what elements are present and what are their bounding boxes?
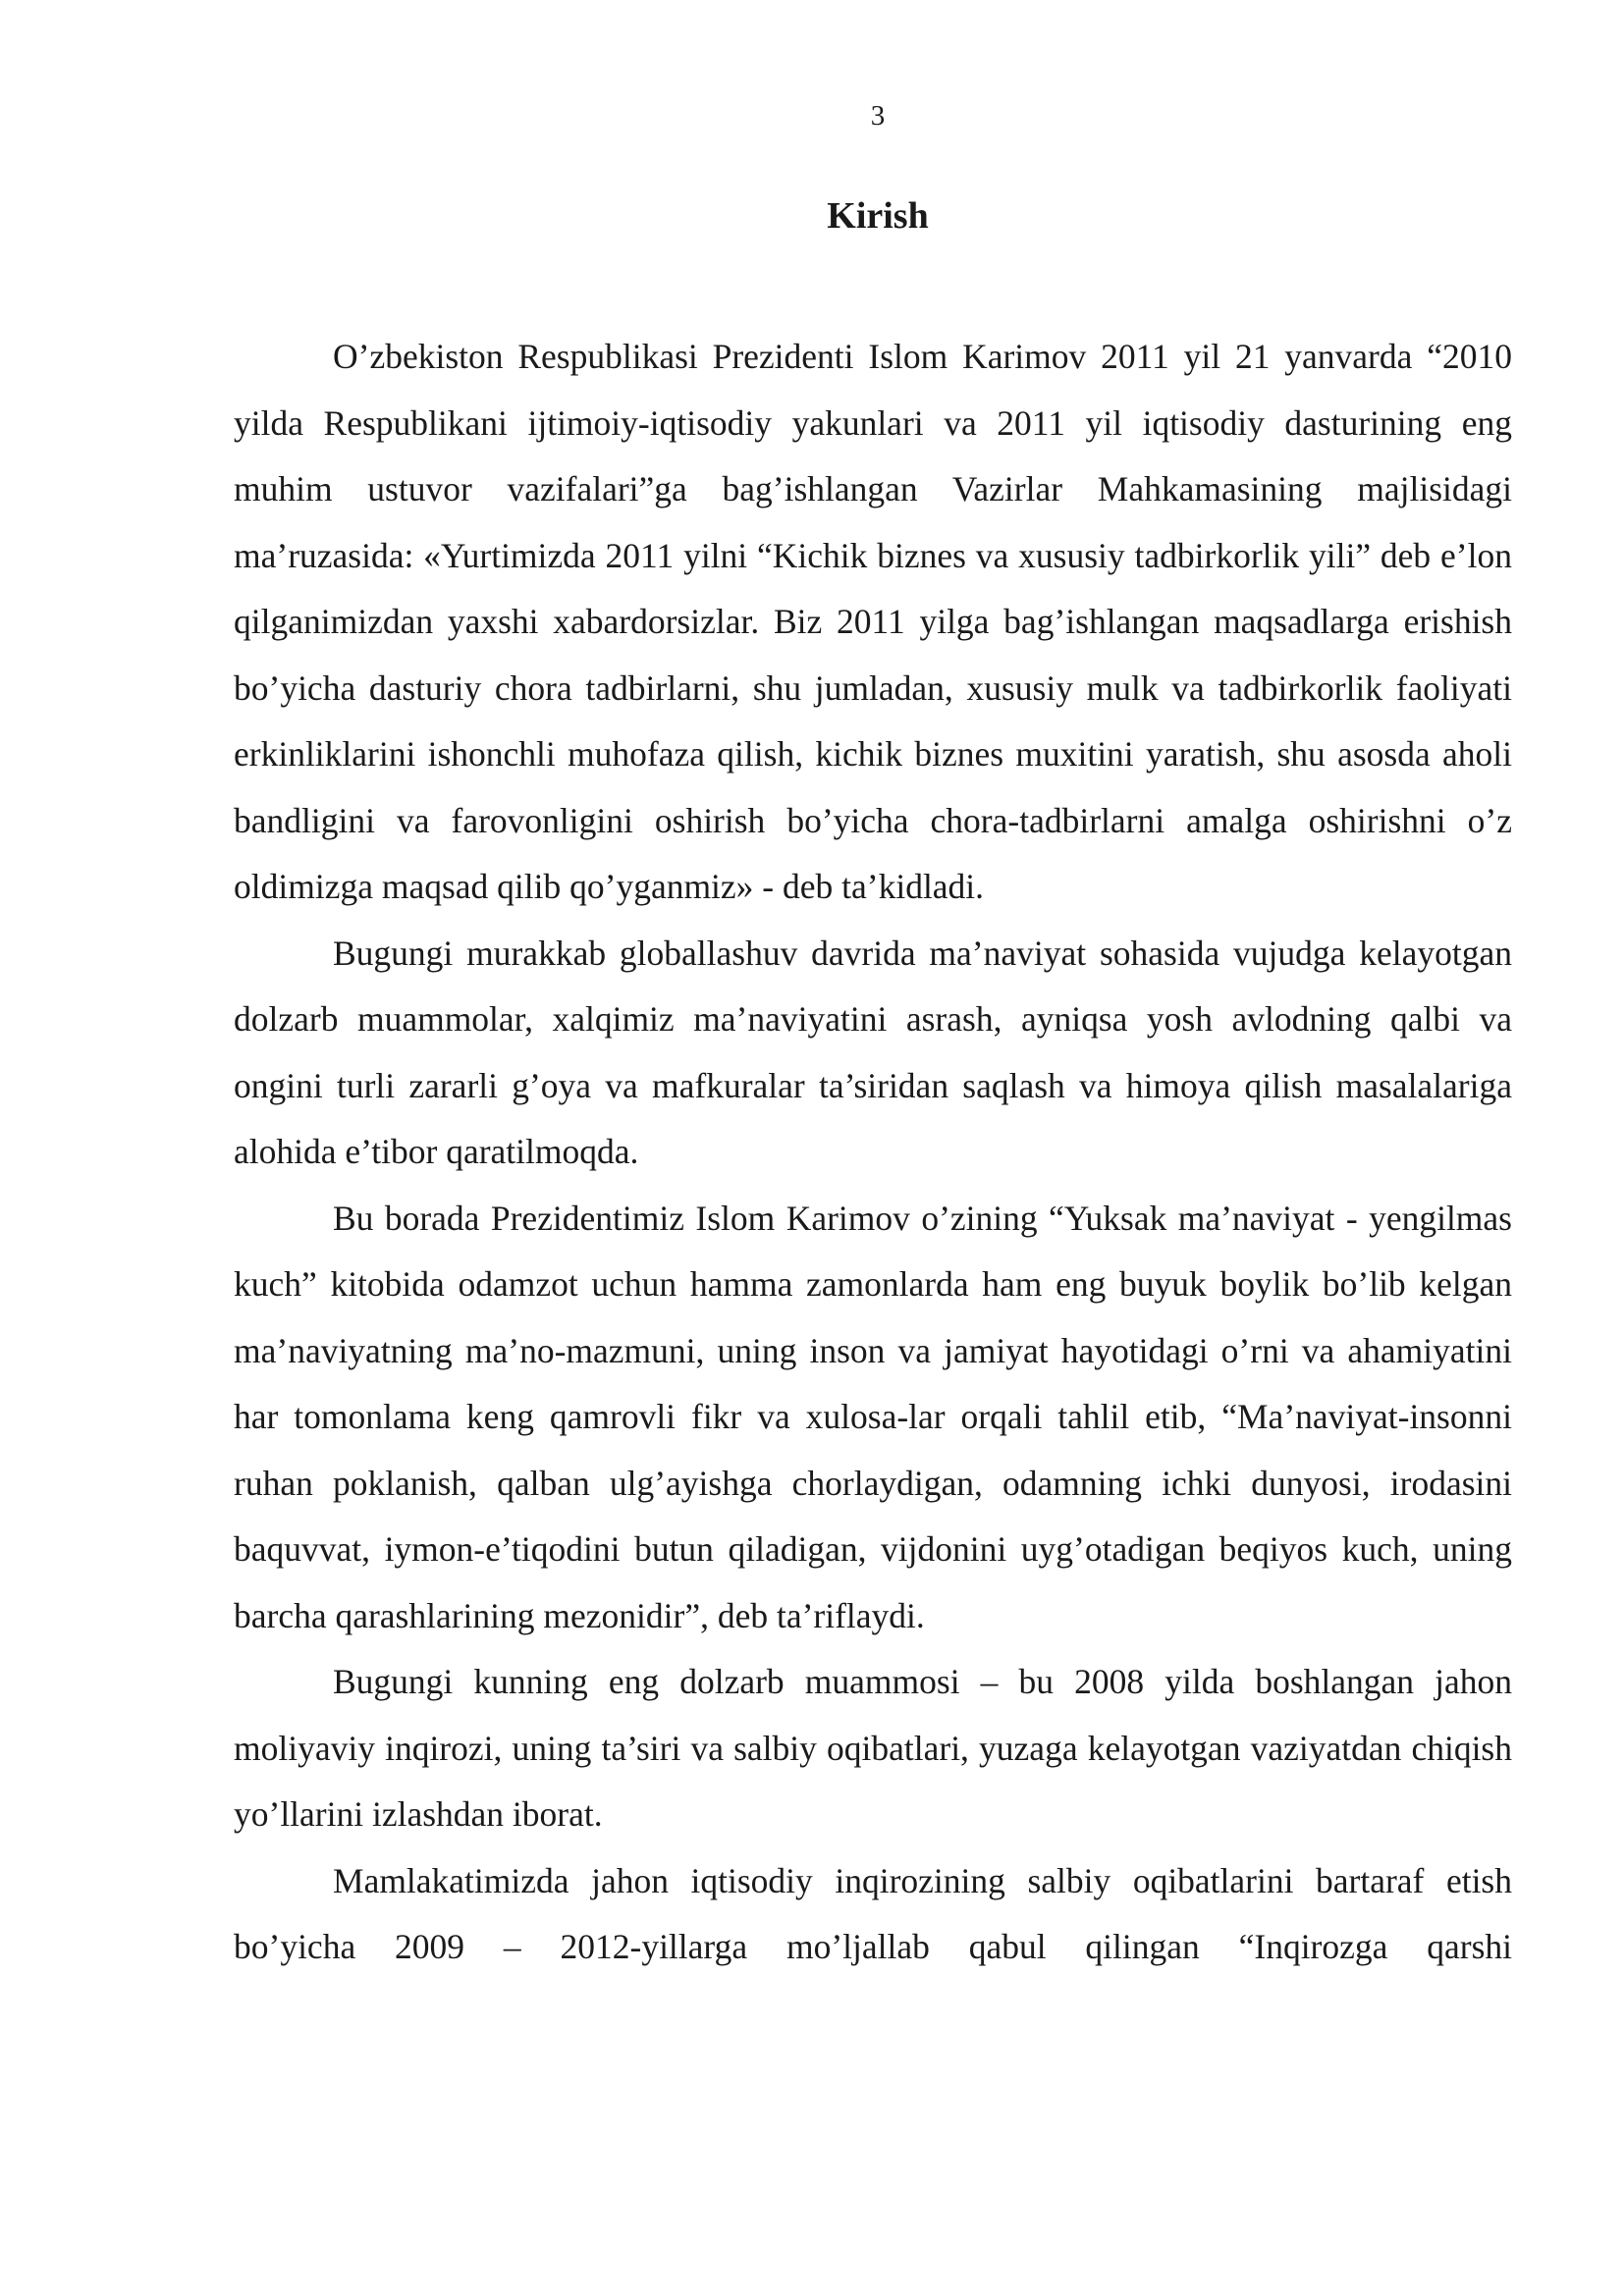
paragraph-4: Bugungi kunning eng dolzarb muammosi – bu 2008 yilda boshlangan jahon moliyaviy inqirozi, uning ta’siri va salbiy oqibatlari, yuzaga kelayotgan vaziyatdan chiqish yo’llarini izlashdan iborat. <box>234 1662 1512 1834</box>
paragraph-2: Bugungi murakkab globallashuv davrida ma’naviyat sohasida vujudga kelayotgan dolzarb muammolar, xalqimiz ma’naviyatini asrash, ayniqsa yosh avlodning qalbi va ongini turli zararli g’oya va mafkuralar ta’siridan saqlash va himoya qilish masalalariga alohida e’tibor qaratilmoqda. <box>234 933 1512 1171</box>
paragraph-3: Bu borada Prezidentimiz Islom Karimov o’zining “Yuksak ma’naviyat - yengilmas kuch” kitobida odamzot uchun hamma zamonlarda ham eng buyuk boylik bo’lib kelgan ma’naviyatning ma’no-mazmuni, uning inson va jamiyat hayotidagi o’rni va ahamiyatini har tomonlama keng qamrovli fikr va xulosa-lar orqali tahlil etib, “Ma’naviyat-insonni ruhan poklanish, qalban ulg’ayishga chorlaydigan, odamning ichki dunyosi, irodasini baquvvat, iymon-e’tiqodini butun qiladigan, vijdonini uyg’otadigan beqiyos kuch, uning barcha qarashlarining mezonidir”, deb ta’riflaydi. <box>234 1198 1512 1635</box>
page-number: 3 <box>870 100 886 132</box>
section-title: Kirish <box>827 195 929 237</box>
body-text <box>234 324 1512 1981</box>
paragraph-1: O’zbekiston Respublikasi Prezidenti Islom Karimov 2011 yil 21 yanvarda “2010 yilda Respublikani ijtimoiy-iqtisodiy yakunlari va 2011 yil iqtisodiy dasturining eng muhim ustuvor vazifalari”ga bag’ishlangan Vazirlar Mahkamasining majlisidagi ma’ruzasida: «Yurtimizda 2011 yilni “Kichik biznes va xususiy tadbirkorlik yili” deb e’lon qilganimizdan yaxshi xabardorsizlar. Biz 2011 yilga bag’ishlangan maqsadlarga erishish bo’yicha dasturiy chora tadbirlarni, shu jumladan, xususiy mulk va tadbirkorlik faoliyati erkinliklarini ishonchli muhofaza qilish, kichik biznes muxitini yaratish, shu asosda aholi bandligini va farovonligini oshirish bo’yicha chora-tadbirlarni amalga oshirishni o’z oldimizga maqsad qilib qo’yganmiz» - deb ta’kidladi. <box>234 337 1512 906</box>
paragraph-5: Mamlakatimizda jahon iqtisodiy inqirozining salbiy oqibatlarini bartaraf etish bo’yicha 2009 – 2012-yillarga mo’ljallab qabul qilingan “Inqirozga qarshi <box>234 1860 1512 1966</box>
